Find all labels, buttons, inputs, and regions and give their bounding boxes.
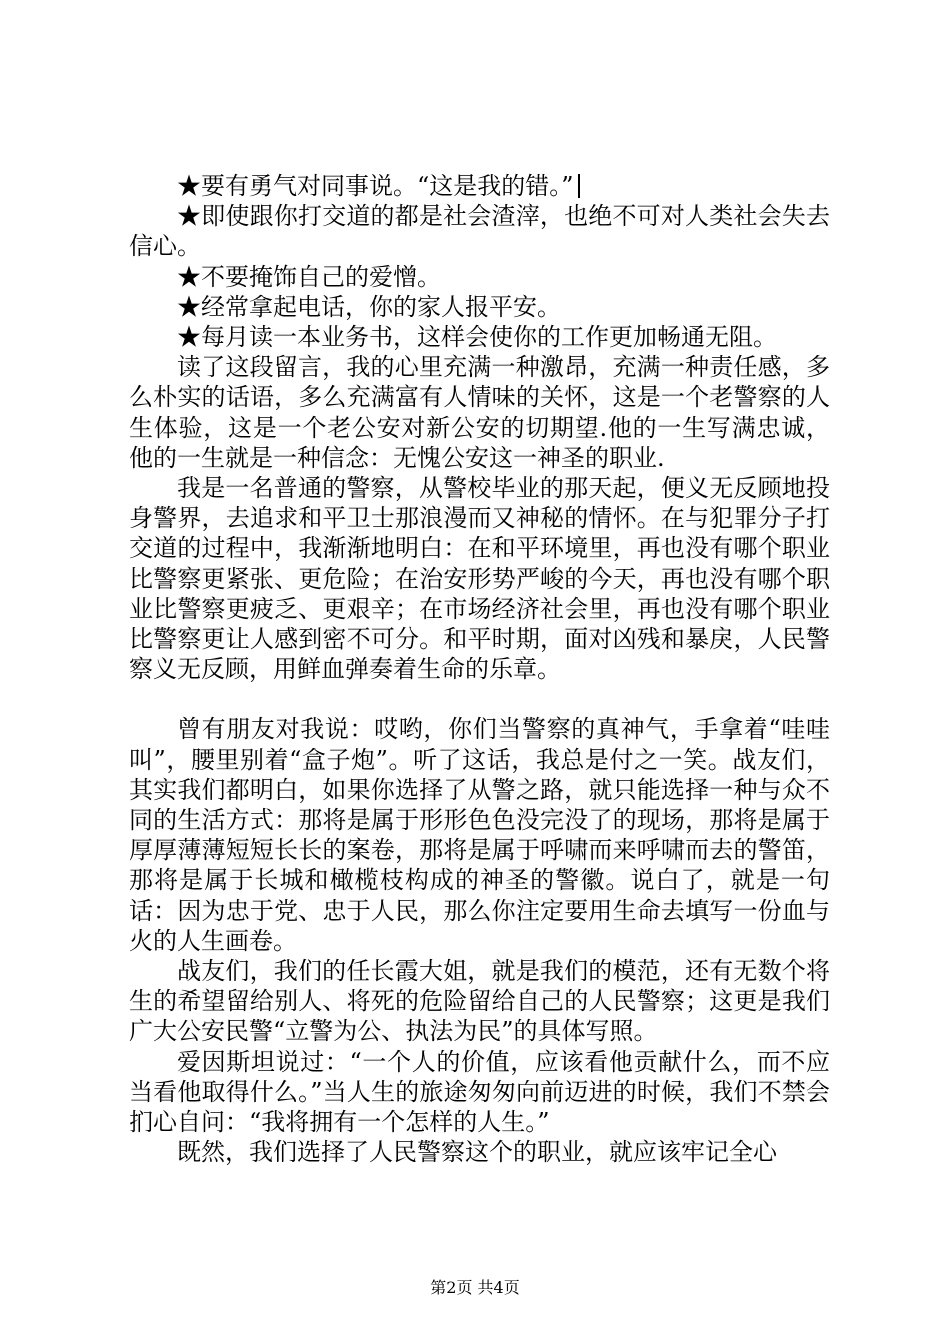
paragraph: 战友们，我们的任长霞大姐，就是我们的模范，还有无数个将生的希望留给别人、将死的危险留给自己的人民警察；这更是我们广大公安民警“立警为公、执法为民”的具体写照。	[129, 957, 830, 1046]
bullet-item	[129, 171, 830, 201]
page-number-label: 第2页 共4页	[430, 1278, 520, 1297]
text-cursor	[578, 174, 580, 198]
bullet-item: ★不要掩饰自己的爱憎。	[177, 262, 441, 291]
page-footer	[0, 1275, 950, 1298]
paragraph: 我是一名普通的警察，从警校毕业的那天起，便义无反顾地投身警界，去追求和平卫士那浪漫而又神秘的情怀。在与犯罪分子打交道的过程中，我渐渐地明白：在和平环境里，再也没有哪个职业比警察更紧张、更危险；在治安形势严峻的今天，再也没有哪个职业比警察更疲乏、更艰辛；在市场经济社会里，再也没有哪个职业比警察更让人感到密不可分。和平时期，面对凶残和暴戾，人民警察义无反顾，用鲜血弹奏着生命的乐章。	[129, 474, 830, 684]
paragraph: 爱因斯坦说过：“一个人的价值，应该看他贡献什么，而不应当看他取得什么。”当人生的旅途匆匆向前迈进的时候，我们不禁会扪心自问：“我将拥有一个怎样的人生。”	[129, 1047, 830, 1137]
paragraph: 读了这段留言，我的心里充满一种激昂，充满一种责任感，多么朴实的话语，多么充满富有人情味的关怀，这是一个老警察的人生体验，这是一个老公安对新公安的切期望.他的一生写满忠诚，他的一生就是一种信念：无愧公安这一神圣的职业.	[129, 353, 830, 472]
bullet-text: ★要有勇气对同事说。“这是我的错。”	[177, 172, 574, 200]
paragraph: 既然，我们选择了人民警察这个的职业，就应该牢记全心	[177, 1138, 777, 1167]
bullet-item: ★经常拿起电话，你的家人报平安。	[177, 292, 561, 321]
paragraph: 曾有朋友对我说：哎哟，你们当警察的真神气，手拿着“哇哇叫”，腰里别着“盒子炮”。听了这话，我总是付之一笑。战友们，其实我们都明白，如果你选择了从警之路，就只能选择一种与众不同的生活方式：那将是属于形形色色没完没了的现场，那将是属于厚厚薄薄短短长长的案卷，那将是属于呼啸而来呼啸而去的警笛，那将是属于长城和橄榄枝构成的神圣的警徽。说白了，就是一句话：因为忠于党、忠于人民，那么你注定要用生命去填写一份血与火的人生画卷。	[129, 715, 830, 955]
bullet-item: ★每月读一本业务书，这样会使你的工作更加畅通无阻。	[177, 323, 777, 352]
bullet-item: ★即使跟你打交道的都是社会渣滓，也绝不可对人类社会失去信心。	[129, 202, 830, 261]
document-body	[129, 171, 830, 1168]
